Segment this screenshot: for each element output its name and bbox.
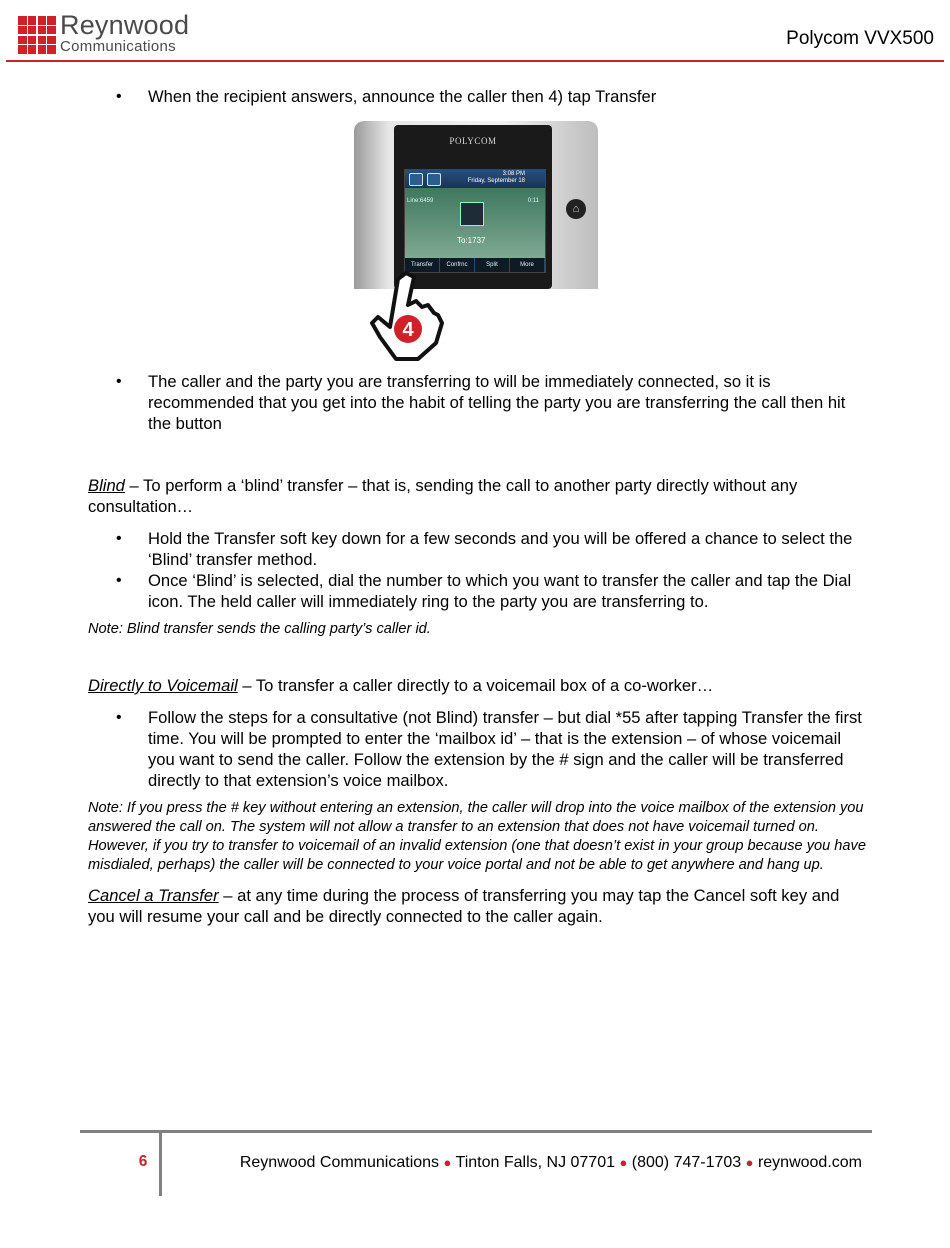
footer-phone: (800) 747-1703 bbox=[631, 1154, 742, 1171]
phone-screen bbox=[404, 169, 546, 273]
cancel-text: – at any time during the process of transferring you may tap the Cancel soft key and you will resume your call and be directly connected to the caller again. bbox=[88, 886, 840, 926]
voicemail-section bbox=[88, 675, 868, 696]
screen-callee: To:1737 bbox=[457, 236, 486, 245]
step-list bbox=[88, 86, 868, 107]
phone-bezel bbox=[394, 125, 552, 289]
step-list bbox=[88, 371, 868, 434]
softkey-more: More bbox=[510, 258, 545, 272]
blind-note: Note: Blind transfer sends the calling party’s caller id. bbox=[88, 621, 431, 637]
home-icon: ⌂ bbox=[566, 199, 586, 219]
screen-time: 3:08 PM bbox=[502, 171, 525, 177]
pointing-hand-icon bbox=[366, 271, 446, 361]
logo-grid-icon bbox=[18, 16, 56, 54]
clock-icon bbox=[427, 173, 441, 186]
footer-separator: ● bbox=[619, 1155, 628, 1170]
voicemail-note: Note: If you press the # key without entering an extension, the caller will drop into the voice mailbox of the extension you answered the call on. The system will not allow a transfer to an extension that does not have voicemail turned on. However, if you try to transfer to voicemail of an invalid extension (one that doesn’t exist in your group because you have misdialed, perhaps) the caller will be connected to your voice portal and not be able to get anywhere and hang up. bbox=[88, 800, 866, 873]
contact-avatar-icon bbox=[460, 202, 484, 226]
screen-line: Line:6459 bbox=[407, 198, 434, 204]
page-content bbox=[88, 86, 868, 927]
blind-heading: Blind bbox=[88, 476, 125, 495]
screen-status-bar bbox=[405, 170, 545, 188]
footer-separator: ● bbox=[745, 1155, 754, 1170]
voicemail-heading: Directly to Voicemail bbox=[88, 676, 238, 695]
screen-duration: 0:11 bbox=[527, 198, 539, 204]
softkey-transfer: Transfer bbox=[405, 258, 440, 272]
company-logo bbox=[18, 10, 218, 58]
list-item: • The caller and the party you are transferring to will be immediately connected, so it is recommended that you get into the habit of telling the party you are transferring the call then hit the button bbox=[88, 371, 868, 434]
page-number: 6 bbox=[138, 1153, 148, 1170]
page-header bbox=[0, 0, 950, 64]
footer-separator: ● bbox=[443, 1155, 452, 1170]
list-item: • When the recipient answers, announce the caller then 4) tap Transfer bbox=[88, 86, 868, 107]
list-item: • Once ‘Blind’ is selected, dial the number to which you want to transfer the caller and tap the Dial icon. The held caller will immediately ring to the party you are transferring to. bbox=[88, 570, 868, 612]
phone-figure bbox=[352, 121, 602, 361]
list-item: • Hold the Transfer soft key down for a few seconds and you will be offered a chance to select the ‘Blind’ transfer method. bbox=[88, 528, 868, 570]
blind-intro: – To perform a ‘blind’ transfer – that is, sending the call to another party directly without any consultation… bbox=[88, 476, 798, 516]
logo-name: Reynwood bbox=[60, 10, 190, 40]
footer-company: Reynwood Communications bbox=[239, 1154, 440, 1171]
blind-section bbox=[88, 475, 868, 517]
footer-location: Tinton Falls, NJ 07701 bbox=[455, 1154, 615, 1171]
header-divider bbox=[6, 60, 944, 62]
voicemail-intro: – To transfer a caller directly to a voicemail box of a co-worker… bbox=[237, 676, 714, 695]
softkey-split: Split bbox=[475, 258, 510, 272]
footer-contact bbox=[162, 1154, 862, 1172]
blind-step-list bbox=[88, 528, 868, 612]
screen-clock bbox=[468, 171, 525, 185]
document-title: Polycom VVX500 bbox=[786, 28, 934, 49]
cancel-heading: Cancel a Transfer bbox=[88, 886, 219, 905]
footer-rule bbox=[80, 1130, 872, 1133]
step-number: 4 bbox=[402, 319, 414, 341]
phone-brand: POLYCOM bbox=[449, 136, 497, 146]
footer-website: reynwood.com bbox=[757, 1154, 862, 1171]
cancel-section bbox=[88, 885, 868, 927]
logo-subtitle: Communications bbox=[60, 38, 176, 55]
voicemail-step-list bbox=[88, 707, 868, 791]
softkey-conference: Confrnc bbox=[440, 258, 475, 272]
phone-image bbox=[354, 121, 598, 289]
screen-date: Friday, September 18 bbox=[467, 178, 525, 184]
messages-icon bbox=[409, 173, 423, 186]
screen-softkeys bbox=[405, 258, 545, 272]
list-item: • Follow the steps for a consultative (not Blind) transfer – but dial *55 after tapping Transfer the first time. You will be prompted to enter the ‘mailbox id’ – that is the extension – of whose voicemail you want to send the caller. Follow the extension by the # sign and the caller will be transferred directly to that extension’s voice mailbox. bbox=[88, 707, 868, 791]
